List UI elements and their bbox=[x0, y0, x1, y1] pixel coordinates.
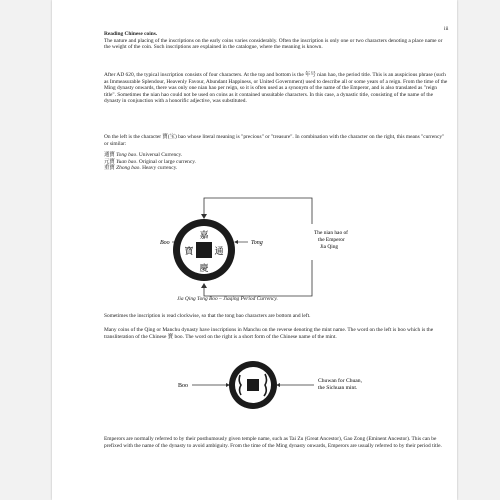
coin-char-right: 通 bbox=[214, 247, 224, 257]
coin-caption: Jia Qing Tong Boo – Jiaqing Period Currency. bbox=[177, 296, 278, 302]
nian-hao-note-line1: The nian hao of bbox=[314, 230, 348, 236]
coin-label-left: Boo bbox=[160, 240, 170, 246]
coin2-label-right-line2: the Sichuan mint. bbox=[318, 385, 358, 391]
section-title: Reading Chinese coins. bbox=[104, 31, 158, 37]
nian-hao-note-line3: Jia Qing bbox=[320, 244, 339, 250]
paragraph-temple-names: Emperors are normally referred to by their posthumously given temple name, such as Tai Zu (Great Ancestor), Gao Zong (Eminent Ancestor). This can be prefixed with the name of the dynasty to avoid ambiguity. From the time of the Ming dynasty onwards, Emperors are usually referred to by their period title. bbox=[104, 436, 442, 449]
currency-term-yuan-bao: 元寶 Yuan bao. Original or large currency. bbox=[104, 158, 196, 165]
coin2-label-right-line1: Chuwan for Chuan, bbox=[318, 378, 362, 384]
coin-char-bottom: 慶 bbox=[199, 264, 209, 274]
coin2-square-hole bbox=[247, 379, 259, 391]
coin-char-left: 寶 bbox=[184, 247, 194, 257]
coin-diagram-manchu bbox=[52, 355, 457, 415]
book-page bbox=[52, 0, 457, 500]
intro-section bbox=[104, 31, 450, 51]
coin-diagram-jiaqing bbox=[52, 188, 457, 308]
coin-char-top: 嘉 bbox=[199, 231, 209, 241]
arrow-to-coin-top bbox=[201, 214, 207, 219]
paragraph-manchu: Many coins of the Qing or Manchu dynasty have inscriptions in Manchu on the reverse denoting the mint name. The word on the left is boo which is the transliteration of the Chinese 寶 boo. The word on the right is a short form of the Chinese name of the mint. bbox=[104, 327, 434, 340]
paragraph-clockwise: Sometimes the inscription is read clockwise, so that the tong bao characters are bottom and left. bbox=[104, 313, 311, 319]
page-number: iii bbox=[444, 26, 449, 32]
coin2-label-left: Boo bbox=[178, 383, 189, 389]
paragraph-early-coins: The nature and placing of the inscriptions on the early coins varies considerably. Often the inscription is only one or two characters denoting a place name or the weight of the coin. Such inscriptions are explained in the catalogue, where the meaning is known. bbox=[104, 37, 443, 51]
coin-square-hole bbox=[196, 242, 212, 258]
currency-term-zhong-bao: 重寶 Zhong bao. Heavy currency. bbox=[104, 165, 178, 172]
coin-label-right: Tong bbox=[251, 240, 263, 246]
paragraph-four-characters: After AD 620, the typical inscription consists of four characters. At the top and bottom is the 年号 nian hao, the period title. This is an auspicious phrase (such as Immeasurable Splendour, Heavenly Favour, Abundant Happiness, or United Government) used to describe all or some years of a reign. From the time of the Ming dynasty onwards, there was only one nian hao per reign, so it is often used as a synonym of the name of the Emperor, and is also translated as "reign title". Sometimes the nian hao could not be used on coins as it contained unsuitable characters. In this case, a dynastic title, consisting of the name of the dynasty in conjunction with a honorific adjective, was substituted. bbox=[104, 72, 448, 105]
bracket-line bbox=[204, 198, 312, 224]
currency-term-tong-bao: 通寶 Tong bao. Universal Currency. bbox=[104, 152, 183, 158]
arrow-to-coin-bottom bbox=[201, 283, 207, 288]
currency-terms-list bbox=[104, 152, 450, 172]
nian-hao-note-line2: the Emperor bbox=[318, 237, 345, 243]
arrow-head-right bbox=[234, 240, 238, 244]
paragraph-bao: On the left is the character 寶(宝) bao whose literal meaning is "precious" or "treasure". In combination with the character on the right, this means "currency" or similar: bbox=[104, 134, 445, 147]
